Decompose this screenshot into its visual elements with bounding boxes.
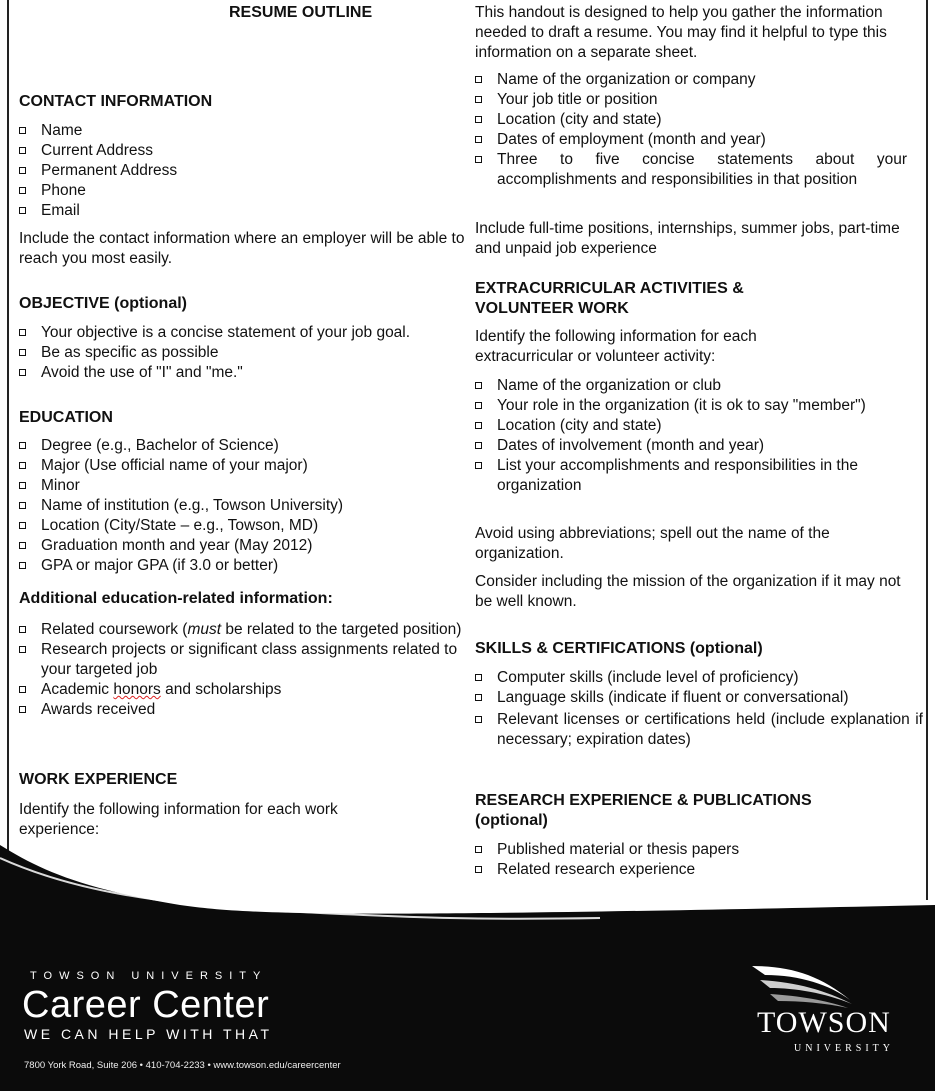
objective-heading: OBJECTIVE (optional)	[19, 295, 187, 312]
list-item: Avoid the use of "I" and "me."	[19, 363, 471, 383]
list-item: Academic honors and scholarships	[19, 680, 466, 700]
spellcheck-underline: honors	[113, 681, 161, 698]
list-item: Name	[19, 121, 459, 141]
extracurricular-note-1: Avoid using abbreviations; spell out the name of the organization.	[475, 525, 830, 562]
list-item: Three to five concise statements about your accomplishments and responsibilities in that position	[475, 150, 907, 190]
list-item: Location (city and state)	[475, 110, 907, 130]
list-item: Permanent Address	[19, 161, 459, 181]
list-item: Name of institution (e.g., Towson University)	[19, 496, 459, 516]
list-item: GPA or major GPA (if 3.0 or better)	[19, 556, 459, 576]
work-heading: WORK EXPERIENCE	[19, 771, 178, 788]
footer-logo-sub: UNIVERSITY	[794, 1043, 894, 1054]
list-item: Major (Use official name of your major)	[19, 456, 459, 476]
list-item: Your job title or position	[475, 90, 907, 110]
additional-education-heading: Additional education-related information:	[19, 590, 333, 607]
footer-career-center: Career Center	[22, 984, 270, 1026]
work-intro: Identify the following information for each work experience:	[19, 801, 338, 838]
list-item: Relevant licenses or certifications held (include explanation if necessary; expiration dates)	[475, 710, 923, 750]
footer-university-small: TOWSON UNIVERSITY	[30, 970, 268, 982]
list-item: Research projects or significant class assignments related to your targeted job	[19, 640, 466, 680]
list-item: Graduation month and year (May 2012)	[19, 536, 459, 556]
list-item: Current Address	[19, 141, 459, 161]
research-heading: RESEARCH EXPERIENCE & PUBLICATIONS (optional)	[475, 792, 812, 829]
list-item: Language skills (indicate if fluent or conversational)	[475, 688, 859, 708]
handout-intro: This handout is designed to help you gather the information needed to draft a resume. You may find it helpful to type this information on a separate sheet.	[475, 4, 887, 61]
list-item: Minor	[19, 476, 459, 496]
list-item: Computer skills (include level of proficiency)	[475, 668, 923, 688]
list-item: Awards received	[19, 700, 466, 720]
list-item: Your objective is a concise statement of your job goal.	[19, 323, 471, 343]
contact-note: Include the contact information where an employer will be able to reach you most easily.	[19, 230, 465, 267]
list-item: Related coursework (must be related to the targeted position)	[19, 620, 466, 640]
list-item: Location (City/State – e.g., Towson, MD)	[19, 516, 459, 536]
extracurricular-heading: EXTRACURRICULAR ACTIVITIES & VOLUNTEER WORK	[475, 280, 744, 317]
list-item: Your role in the organization (it is ok to say "member")	[475, 396, 923, 416]
list-item: Related research experience	[475, 860, 915, 880]
list-item: Email	[19, 201, 459, 221]
list-item: Name of the organization or company	[475, 70, 907, 90]
education-heading: EDUCATION	[19, 409, 113, 426]
contact-heading: CONTACT INFORMATION	[19, 93, 213, 110]
list-item: Be as specific as possible	[19, 343, 471, 363]
list-item: Published material or thesis papers	[475, 840, 915, 860]
work-note: Include full-time positions, internships, summer jobs, part-time and unpaid job experience	[475, 220, 900, 257]
extracurricular-intro: Identify the following information for each extracurricular or volunteer activity:	[475, 328, 757, 365]
page-title: RESUME OUTLINE	[229, 4, 373, 21]
list-item: Location (city and state)	[475, 416, 923, 436]
footer-address: 7800 York Road, Suite 206 • 410-704-2233 • www.towson.edu/careercenter	[24, 1060, 341, 1071]
list-item: Name of the organization or club	[475, 376, 923, 396]
footer-tagline: WE CAN HELP WITH THAT	[24, 1026, 273, 1042]
list-item: Dates of employment (month and year)	[475, 130, 907, 150]
extracurricular-note-2: Consider including the mission of the organization if it may not be well known.	[475, 573, 901, 610]
footer-logo-name: TOWSON	[757, 1006, 891, 1039]
skills-heading: SKILLS & CERTIFICATIONS (optional)	[475, 640, 763, 657]
list-item: Phone	[19, 181, 459, 201]
list-item: List your accomplishments and responsibilities in the organization	[475, 456, 923, 496]
list-item: Degree (e.g., Bachelor of Science)	[19, 436, 459, 456]
list-item: Dates of involvement (month and year)	[475, 436, 923, 456]
